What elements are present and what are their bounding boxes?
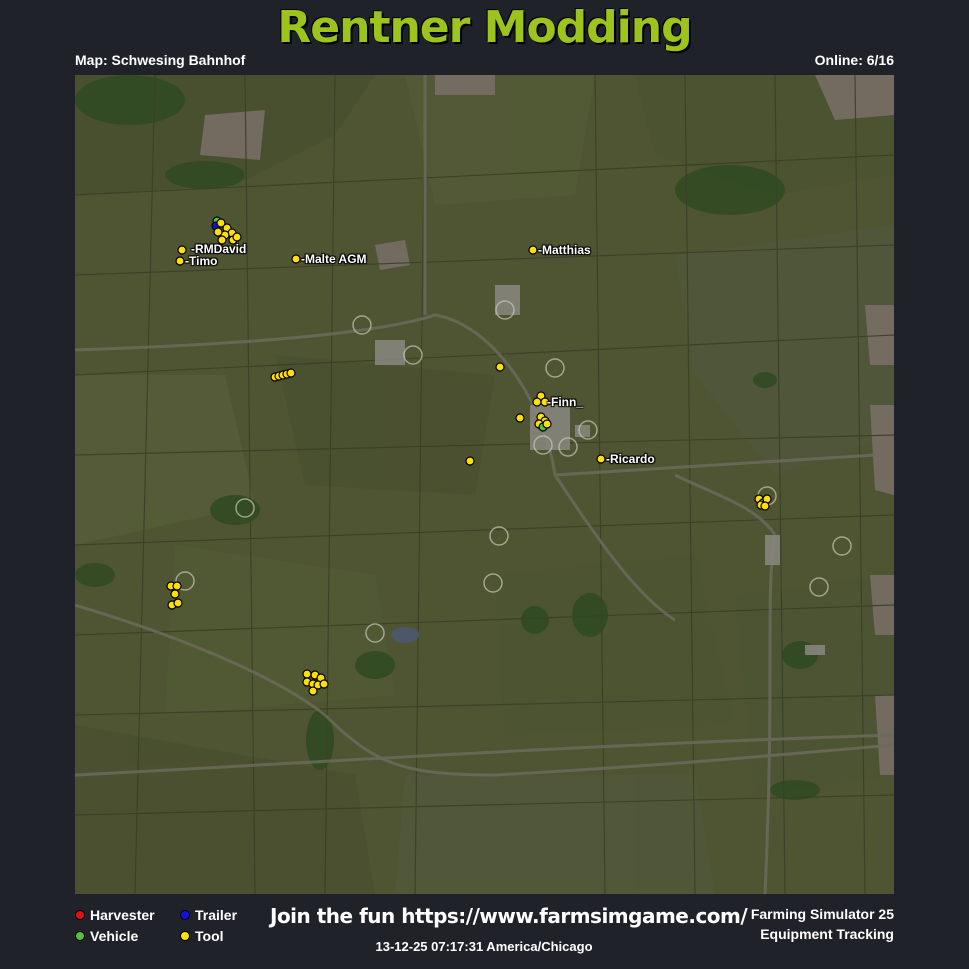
- player-label: -Malte AGM: [301, 252, 367, 266]
- vehicle-dot-icon: [75, 931, 85, 941]
- tool-marker[interactable]: [761, 502, 769, 510]
- player-label: -Matthias: [538, 243, 591, 257]
- tool-marker[interactable]: [309, 687, 317, 695]
- online-count-label: Online: 6/16: [814, 52, 894, 68]
- timestamp: 13-12-25 07:17:31 America/Chicago: [375, 939, 593, 954]
- player-label: -Timo: [185, 254, 218, 268]
- tool-marker[interactable]: [174, 599, 182, 607]
- tool-dot-icon: [180, 931, 190, 941]
- trailer-dot-icon: [180, 910, 190, 920]
- game-title: Farming Simulator 25: [750, 906, 894, 922]
- tool-marker[interactable]: [466, 457, 474, 465]
- tool-marker[interactable]: [516, 414, 524, 422]
- player-label: -Finn_: [547, 395, 583, 409]
- harvester-dot-icon: [75, 910, 85, 920]
- tool-marker[interactable]: [496, 363, 504, 371]
- pond: [391, 627, 419, 643]
- tool-marker[interactable]: [543, 420, 551, 428]
- player-label: -Ricardo: [606, 452, 655, 466]
- tool-marker[interactable]: [287, 369, 295, 377]
- tool-marker[interactable]: [303, 670, 311, 678]
- legend-trailer: Trailer: [180, 907, 237, 923]
- tool-marker[interactable]: [320, 680, 328, 688]
- tool-marker[interactable]: [171, 590, 179, 598]
- tool-marker[interactable]: [176, 257, 184, 265]
- tool-marker[interactable]: [233, 233, 241, 241]
- tool-marker[interactable]: [178, 246, 186, 254]
- join-link[interactable]: Join the fun https://www.farmsimgame.com/: [270, 904, 748, 928]
- farm-map[interactable]: [75, 75, 894, 894]
- legend-vehicle: Vehicle: [75, 928, 138, 944]
- tool-marker[interactable]: [533, 398, 541, 406]
- legend-tool: Tool: [180, 928, 224, 944]
- tool-marker[interactable]: [173, 582, 181, 590]
- tool-marker[interactable]: [529, 246, 537, 254]
- map-terrain: [75, 75, 894, 894]
- player-label: -RMDavid: [191, 242, 247, 256]
- map-name-label: Map: Schwesing Bahnhof: [75, 52, 246, 68]
- tool-marker[interactable]: [597, 455, 605, 463]
- legend-harvester: Harvester: [75, 907, 155, 923]
- page-title: Rentner Modding: [277, 2, 692, 53]
- tool-marker[interactable]: [214, 228, 222, 236]
- tracking-subtitle: Equipment Tracking: [760, 926, 894, 942]
- tool-marker[interactable]: [292, 255, 300, 263]
